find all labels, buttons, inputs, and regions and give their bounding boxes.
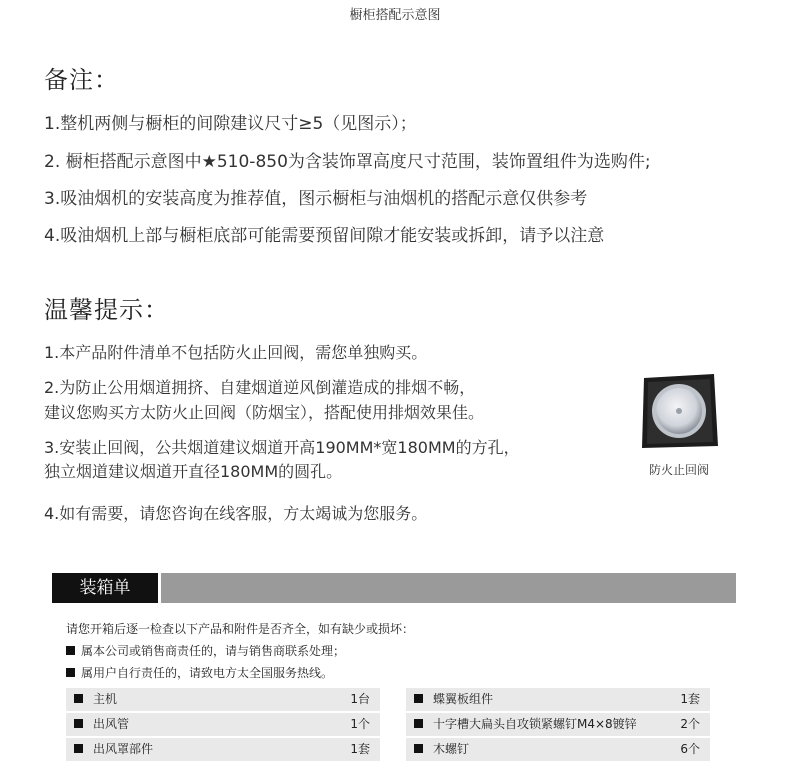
square-bullet-icon bbox=[414, 744, 423, 753]
fire-check-valve-image bbox=[638, 370, 720, 452]
notes-heading: 备注： bbox=[44, 66, 119, 94]
tip-item-2-line-2: 建议您购买方太防火止回阀（防烟宝），搭配使用排烟效果佳。 bbox=[44, 403, 485, 422]
square-bullet-icon bbox=[74, 719, 83, 728]
packing-item-row bbox=[66, 688, 380, 711]
square-bullet-icon bbox=[66, 646, 75, 655]
tip-item-3-line-1: 3.安装止回阀，公共烟道建议烟道开高190MM*宽180MM的方孔， bbox=[44, 438, 520, 457]
item-name: 主机 bbox=[93, 692, 118, 706]
square-bullet-icon bbox=[74, 744, 83, 753]
note-item-1: 1.整机两侧与橱柜的间隙建议尺寸≥5（见图示）； bbox=[44, 114, 417, 134]
item-name: 蝶翼板组件 bbox=[433, 692, 494, 706]
item-qty: 2个 bbox=[680, 717, 700, 731]
diagram-caption: 橱柜搭配示意图 bbox=[349, 8, 441, 23]
item-name: 十字槽大扁头自攻锁紧螺钉M4×8镀锌 bbox=[433, 717, 637, 731]
item-name: 出风管 bbox=[93, 717, 130, 731]
header-divider bbox=[158, 573, 161, 603]
tip-item-1: 1.本产品附件清单不包括防火止回阀，需您单独购买。 bbox=[44, 343, 428, 362]
packing-item-row bbox=[406, 688, 710, 711]
packing-line-1: 属本公司或销售商责任的，请与销售商联系处理； bbox=[66, 642, 345, 659]
packing-item-row bbox=[66, 713, 380, 736]
item-qty: 1套 bbox=[350, 742, 370, 756]
tip-item-4: 4.如有需要，请您咨询在线客服，方太竭诚为您服务。 bbox=[44, 504, 428, 523]
note-item-3: 3.吸油烟机的安装高度为推荐值，图示橱柜与油烟机的搭配示意仅供参考 bbox=[44, 189, 588, 209]
item-qty: 6个 bbox=[680, 742, 700, 756]
note-item-2: 2. 橱柜搭配示意图中★510-850为含装饰罩高度尺寸范围，装饰置组件为选购件; bbox=[44, 152, 651, 172]
square-bullet-icon bbox=[74, 694, 83, 703]
square-bullet-icon bbox=[414, 719, 423, 728]
fire-check-valve-icon bbox=[638, 370, 720, 452]
item-name: 木螺钉 bbox=[433, 742, 470, 756]
packing-intro: 请您开箱后逐一检查以下产品和附件是否齐全，如有缺少或损坏： bbox=[66, 622, 415, 636]
tip-item-2-line-1: 2.为防止公用烟道拥挤、自建烟道逆风倒灌造成的排烟不畅， bbox=[44, 378, 476, 397]
tips-heading: 温馨提示： bbox=[44, 296, 169, 324]
square-bullet-icon bbox=[66, 668, 75, 677]
item-qty: 1套 bbox=[680, 692, 700, 706]
valve-caption: 防火止回阀 bbox=[648, 463, 709, 477]
packing-item-row bbox=[406, 713, 710, 736]
item-qty: 1个 bbox=[350, 717, 370, 731]
square-bullet-icon bbox=[414, 694, 423, 703]
packing-title: 装箱单 bbox=[52, 573, 158, 603]
item-name: 出风罩部件 bbox=[93, 742, 154, 756]
packing-line-2: 属用户自行责任的，请致电方太全国服务热线。 bbox=[66, 664, 333, 681]
item-qty: 1台 bbox=[350, 692, 370, 706]
tip-item-3-line-2: 独立烟道建议烟道开直径180MM的圆孔。 bbox=[44, 462, 343, 481]
note-item-4: 4.吸油烟机上部与橱柜底部可能需要预留间隙才能安装或拆卸，请予以注意 bbox=[44, 226, 605, 246]
